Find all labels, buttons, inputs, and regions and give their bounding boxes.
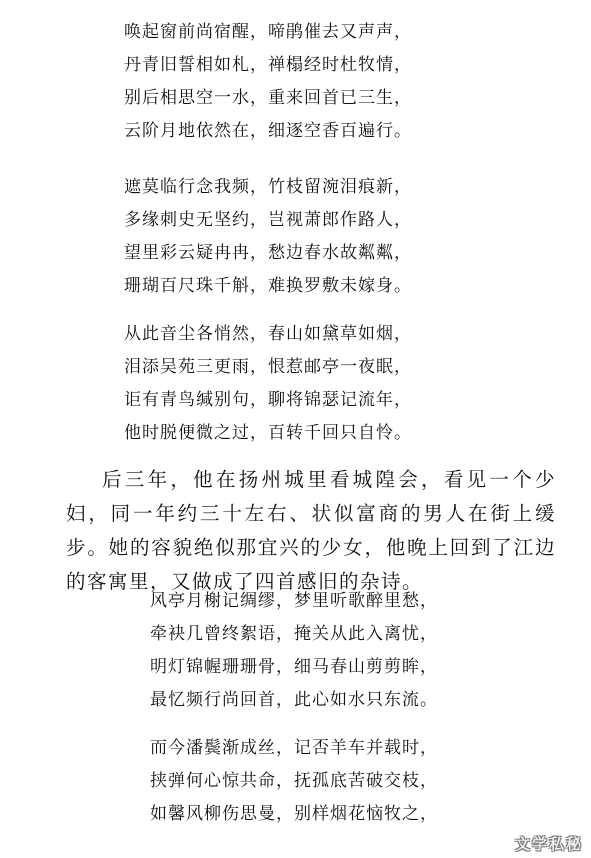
poem-line: 如馨风柳伤思曼，别样烟花恼牧之， [150,804,438,824]
poem-line: 泪添吴苑三更雨，恨惹邮亭一夜眠， [124,357,412,377]
poem-line: 牵袂几曾终絮语，掩关从此入离忧， [150,624,438,644]
poem-line: 丹青旧誓相如札，禅榻经时杜牧情， [124,55,412,75]
poem-line: 他时脱便微之过，百转千回只自怜。 [124,423,412,443]
prose-paragraph [66,463,556,599]
watermark: 文学私秘 [514,835,583,853]
poem-line: 挟弹何心惊共命，抚孤底苦破交枝， [150,771,438,791]
poem-line: 唤起窗前尚宿醒，啼鹃催去又声声， [124,22,412,42]
poem-line: 讵有青鸟缄别句，聊将锦瑟记流年， [124,390,412,410]
poem-line: 云阶月地依然在，细逐空香百遍行。 [124,121,412,141]
poem-line: 而今潘鬓渐成丝，记否羊车并载时， [150,738,438,758]
poem-stanza-3 [124,324,412,456]
poem-line: 最忆频行尚回首，此心如水只东流。 [150,690,438,710]
poem-line: 遮莫临行念我频，竹枝留涴泪痕新， [124,177,412,197]
poem-line: 别后相思空一水，重来回首已三生， [124,88,412,108]
poem-stanza-4 [150,591,438,723]
poem-stanza-1 [124,22,412,154]
poem-line: 望里彩云疑冉冉，愁边春水故粼粼， [124,243,412,263]
poem-line: 从此音尘各悄然，春山如黛草如烟， [124,324,412,344]
poem-line: 风亭月榭记绸缪，梦里听歌醉里愁， [150,591,438,611]
poem-stanza-2 [124,177,412,309]
prose-text: 后三年，他在扬州城里看城隍会，看见一个少妇，同一年约三十左右、状似富商的男人在街上缓步。她的容貌绝似那宜兴的少女，他晚上回到了江边的客寓里，又做成了四首感旧的杂诗。 [66,468,556,593]
poem-line: 珊瑚百尺珠千斛，难换罗敷未嫁身。 [124,276,412,296]
poem-stanza-5 [150,738,438,837]
poem-line: 多缘刺史无坚约，岂视萧郎作路人， [124,210,412,230]
poem-line: 明灯锦幄珊珊骨，细马春山剪剪眸， [150,657,438,677]
